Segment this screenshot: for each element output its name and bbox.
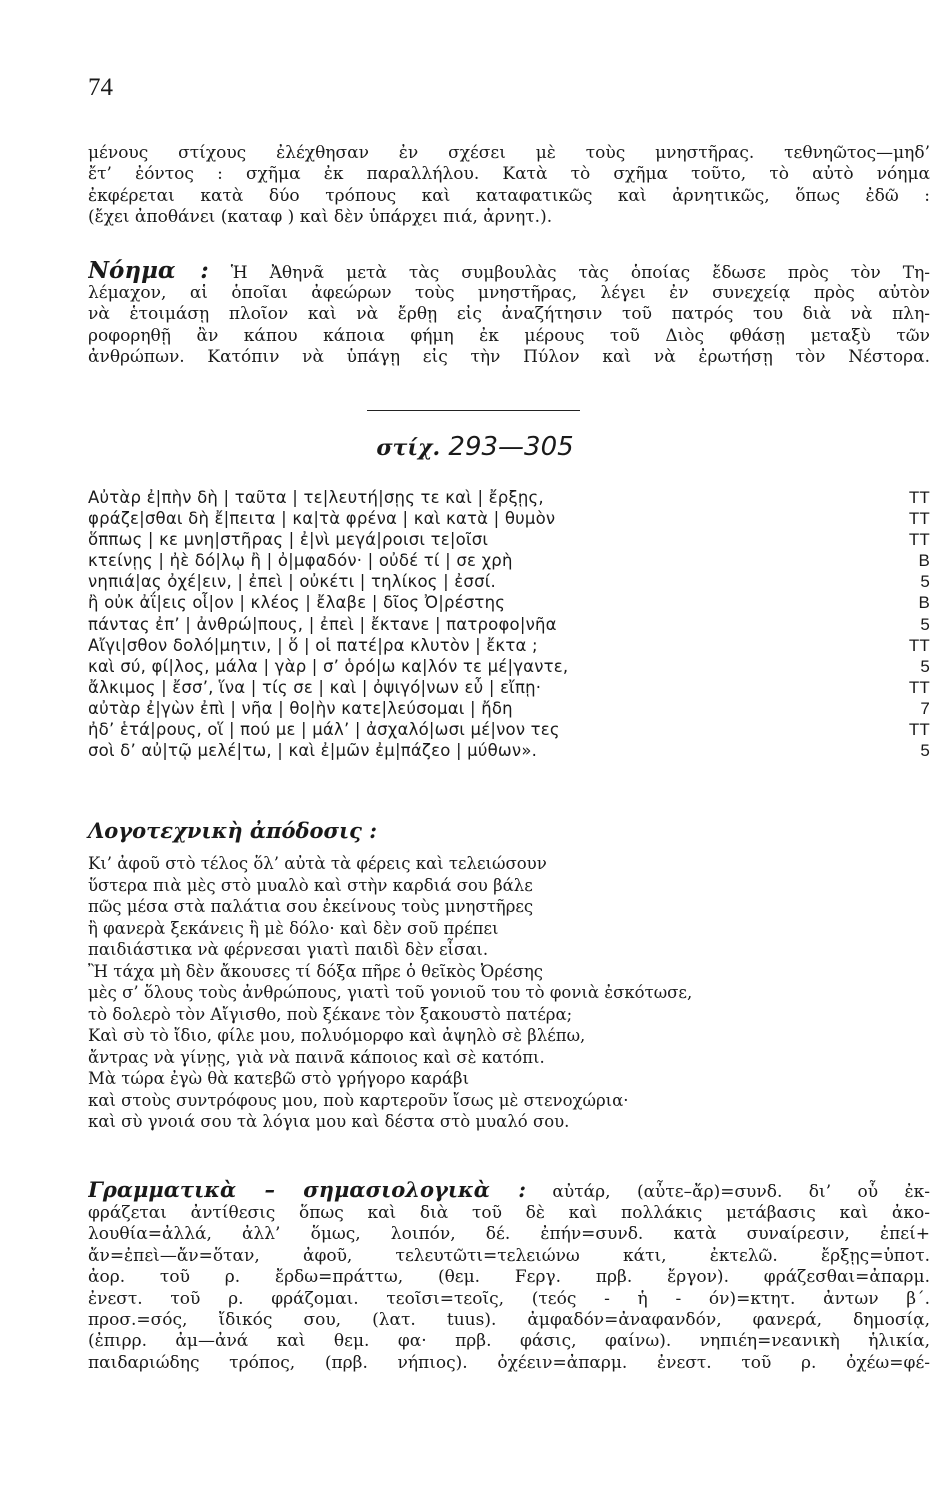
- verse-meter: B: [918, 593, 930, 613]
- grammar-line: λουθία=ἀλλά, ἀλλ’ ὅμως, λοιπόν, δέ. ἐπήν=συνδ. κατὰ συναίρεσιν, ἐπεί+: [88, 1224, 930, 1245]
- verse-line: [88, 551, 930, 572]
- verse-meter: 5: [920, 572, 930, 592]
- verse-heading-range: 293—305: [448, 432, 574, 462]
- translation-line: ἄντρας νὰ γίνῃς, γιὰ νὰ παινᾶ κάποιος καὶ σὲ κατόπι.: [88, 1047, 545, 1067]
- translation-line: μὲς σ’ ὅλους τοὺς ἀνθρώπους, γιατὶ τοῦ γονιοῦ του τὸ φονιὰ ἐσκότωσε,: [88, 983, 693, 1002]
- translation-line: τὸ δολερὸ τὸν Αἴγισθο, ποὺ ξέκανε τὸν ξακουστὸ πατέρα;: [88, 1004, 573, 1024]
- noema-line: ροφορηθῇ ἂν κάπου κάποια φήμη ἐκ μέρους τοῦ Διὸς φθάσῃ μεταξὺ τῶν: [88, 325, 930, 346]
- verse-text: ἢ οὐκ ἀΐ|εις οἷ|ον | κλέος | ἔλαβε | δῖος Ὀ|ρέστης: [88, 593, 506, 613]
- verse-range-heading: [0, 432, 950, 462]
- verse-meter: 5: [920, 656, 930, 676]
- grammar-line: φράζεται ἀντίθεσις ὅπως καὶ διὰ τοῦ δὲ καὶ πολλάκις μετάβασις καὶ ἀκο-: [88, 1203, 930, 1223]
- verse-line: [88, 657, 930, 678]
- intro-line: (ἔχει ἀποθάνει (καταφ ) καὶ δὲν ὑπάρχει πιά, ἀρνητ.).: [88, 207, 553, 228]
- noema-line: νὰ ἑτοιμάσῃ πλοῖον καὶ νὰ ἔρθῃ εἰς ἀναζήτησιν τοῦ πατρός του διὰ νὰ πλη-: [88, 304, 930, 325]
- noema-paragraph: [88, 258, 930, 369]
- verse-line: [88, 720, 930, 741]
- translation-line: Κι’ ἀφοῦ στὸ τέλος ὅλ’ αὐτὰ τὰ φέρεις καὶ τελειώσουν: [88, 854, 547, 873]
- grammar-line: παιδαριώδης τρόπος, (πρβ. νήπιος). ὀχέειν=ἀπαρμ. ἐνεστ. τοῦ ρ. ὀχέω=φέ-: [88, 1352, 930, 1373]
- verse-text: ὅππως | κε μνη|στῆρας | ἐ|νὶ μεγά|ροισι τε|οῖσι: [88, 530, 489, 550]
- intro-line: μένους στίχους ἐλέχθησαν ἐν σχέσει μὲ τοὺς μνηστῆρας. τεθνηῶτος—μηδ’: [88, 143, 930, 163]
- verse-text: καὶ σύ, φί|λος, μάλα | γὰρ | σ’ ὁρό|ω κα|λόν τε μέ|γαντε,: [88, 656, 569, 676]
- translation-line: Καὶ σὺ τὸ ἴδιο, φίλε μου, πολυόμορφο καὶ ἀψηλὸ σὲ βλέπω,: [88, 1026, 586, 1045]
- verse-meter: B: [918, 551, 930, 571]
- verse-heading-abbr: στίχ.: [376, 435, 441, 461]
- verse-meter: TT: [908, 530, 930, 550]
- verse-line: [88, 678, 930, 699]
- grammar-line: αὐτάρ, (αὖτε–ἄρ)=συνδ. δι’ οὗ ἐκ-: [552, 1182, 930, 1202]
- verse-line: [88, 741, 930, 762]
- verse-line: [88, 488, 930, 509]
- literary-translation-heading: Λογοτεχνικὴ ἀπόδοσις :: [88, 818, 377, 843]
- verse-meter: 5: [920, 614, 930, 634]
- verse-meter: 5: [920, 741, 930, 761]
- verse-text: αὐτὰρ ἐ|γὼν ἐπὶ | νῆα | θο|ὴν κατε|λεύσομαι | ἤδη: [88, 698, 513, 718]
- verse-line: [88, 699, 930, 720]
- verse-meter: TT: [908, 677, 930, 697]
- grammar-line: (ἐπιρρ. ἀμ—ἀνά καὶ θεμ. φα· πρβ. φάσις, φαίνω). νηπιέη=νεανικὴ ἡλικία,: [88, 1331, 930, 1352]
- verse-text: νηπιά|ας ὀχέ|ειν, | ἐπεὶ | οὐκέτι | τηλίκος | ἐσσί.: [88, 572, 496, 592]
- translation-line: ὕστερα πιὰ μὲς στὸ μυαλὸ καὶ στὴν καρδιά σου βάλε: [88, 875, 533, 895]
- page-number: 74: [88, 74, 113, 101]
- verse-line: [88, 636, 930, 657]
- intro-line: ἐκφέρεται κατὰ δύο τρόπους καὶ καταφατικῶς καὶ ἀρνητικῶς, ὅπως ἐδῶ :: [88, 185, 930, 206]
- translation-line: παιδιάστικα νὰ φέρνεσαι γιατὶ παιδὶ δὲν εἶσαι.: [88, 940, 489, 959]
- verse-text: φράζε|σθαι δὴ ἔ|πειτα | κα|τὰ φρένα | καὶ κατὰ | θυμὸν: [88, 509, 556, 529]
- verse-meter: TT: [908, 635, 930, 655]
- grammar-line: ἐνεστ. τοῦ ρ. φράζομαι. τεοῖσι=τεοῖς, (τεός - ἡ - όν)=κτητ. ἀντων β΄.: [88, 1288, 930, 1309]
- noema-line: Ἡ Ἀθηνᾶ μετὰ τὰς συμβουλὰς τὰς ὁποίας ἔδωσε πρὸς τὸν Τη-: [230, 263, 930, 283]
- verse-text: πάντας ἐπ’ | ἀνθρώ|πους, | ἐπεὶ | ἔκτανε | πατροφο|νῆα: [88, 614, 557, 634]
- verse-line: [88, 509, 930, 530]
- verse-line: [88, 530, 930, 551]
- translation-line: καὶ στοὺς συντρόφους μου, ποὺ καρτεροῦν ἴσως μὲ στενοχώρια·: [88, 1090, 629, 1110]
- verse-meter: 7: [920, 698, 930, 718]
- verse-line: [88, 572, 930, 593]
- section-divider: [367, 410, 580, 411]
- verse-text: ἠδ’ ἑτά|ρους, οἵ | πού με | μάλ’ | ἀσχαλό|ωσι μέ|νον τες: [88, 720, 560, 740]
- verse-meter: TT: [908, 509, 930, 529]
- grammar-line: ἀορ. τοῦ ρ. ἔρδω=πράττω, (θεμ. Fεργ. πρβ. ἔργον). φράζεσθαι=ἀπαρμ.: [88, 1267, 930, 1288]
- grammar-heading: Γραμματικὰ – σημασιολογικὰ :: [88, 1177, 526, 1202]
- verse-text: κτείνῃς | ἠὲ δό|λῳ ἢ | ὀ|μφαδόν· | οὐδέ τί | σε χρὴ: [88, 551, 513, 571]
- verse-line: [88, 615, 930, 636]
- translation-line: Μὰ τώρα ἐγὼ θὰ κατεβῶ στὸ γρήγορο καράβι: [88, 1069, 470, 1088]
- noema-line: λέμαχον, αἱ ὁποῖαι ἀφεώρων τοὺς μνηστῆρας, λέγει ἐν συνεχείᾳ πρὸς αὐτὸν: [88, 283, 930, 303]
- translation-line: πῶς μέσα στὰ παλάτια σου ἐκείνους τοὺς μνηστῆρες: [88, 897, 534, 916]
- translation-line: ἢ φανερὰ ξεκάνεις ἢ μὲ δόλο· καὶ δὲν σοῦ πρέπει: [88, 918, 499, 938]
- grammar-notes: [88, 1177, 930, 1374]
- verse-block: [88, 488, 930, 762]
- translation-line: Ἢ τάχα μὴ δὲν ἄκουσες τί δόξα πῆρε ὁ θεῖκὸς Ὀρέσης: [88, 961, 543, 981]
- translation-line: καὶ σὺ γνοιά σου τὰ λόγια μου καὶ δέστα στὸ μυαλό σου.: [88, 1112, 570, 1131]
- grammar-line: προσ.=σός, ἴδικός σου, (λατ. tuus). ἀμφαδόν=ἀναφανδόν, φανερά, δημοσίᾳ,: [88, 1309, 930, 1330]
- noema-line: ἀνθρώπων. Κατόπιν νὰ ὑπάγῃ εἰς τὴν Πύλον καὶ νὰ ἐρωτήσῃ τὸν Νέστορα.: [88, 347, 930, 368]
- verse-text: σοὶ δ’ αὐ|τῷ μελέ|τω, | καὶ ἐ|μῶν ἐμ|πάζεο | μύθων».: [88, 741, 538, 761]
- verse-text: Αἴγι|σθον δολό|μητιν, | ὅ | οἱ πατέ|ρα κλυτὸν | ἔκτα ;: [88, 635, 538, 655]
- verse-meter: TT: [908, 720, 930, 740]
- verse-text: Αὐτὰρ ἐ|πὴν δὴ | ταῦτα | τε|λευτή|σῃς τε καὶ | ἔρξῃς,: [88, 488, 544, 507]
- intro-paragraph: [88, 143, 930, 229]
- verse-text: ἄλκιμος | ἔσσ’, ἵνα | τίς σε | καὶ | ὀψιγό|νων εὖ | εἴπῃ·: [88, 677, 542, 697]
- grammar-line: ἄν=ἐπεὶ—ἄν=ὅταν, ἀφοῦ, τελευτῶτι=τελειώνω κάτι, ἐκτελῶ. ἔρξῃς=ὑποτ.: [88, 1245, 930, 1266]
- literary-translation: [88, 853, 930, 1133]
- intro-line: ἔτ’ ἐόντος : σχῆμα ἐκ παραλλήλου. Κατὰ τὸ σχῆμα τοῦτο, τὸ αὐτὸ νόημα: [88, 164, 930, 185]
- verse-line: [88, 593, 930, 614]
- noema-label: Νόημα :: [88, 258, 209, 283]
- verse-meter: TT: [908, 488, 930, 507]
